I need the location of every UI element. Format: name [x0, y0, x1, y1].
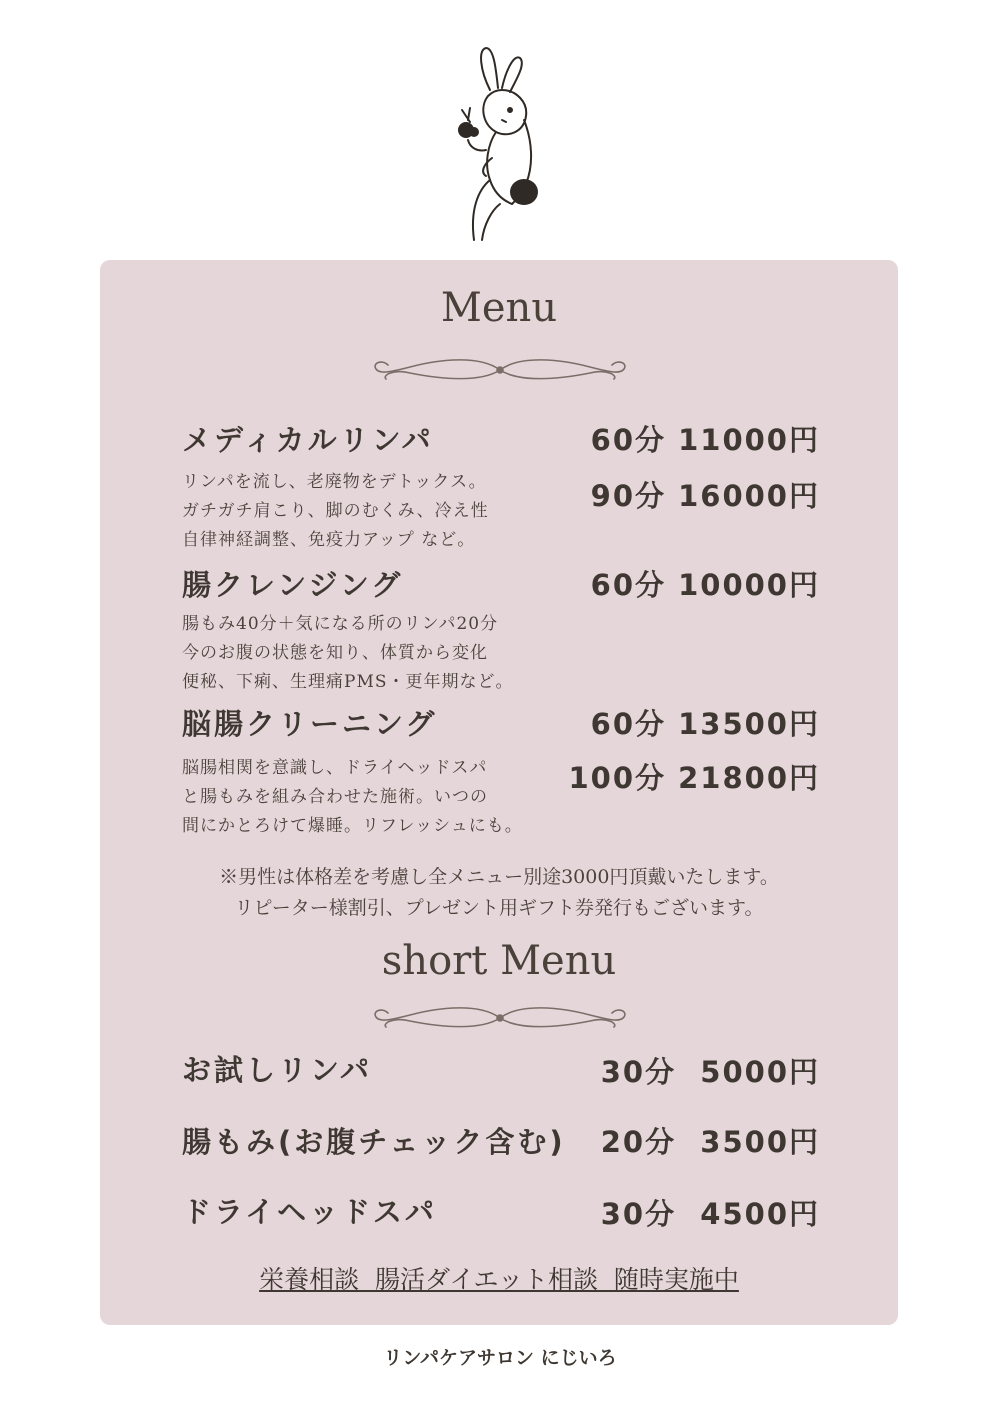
short-menu-item-price: 30分 4500円 — [600, 1197, 820, 1231]
menu-panel — [100, 260, 898, 1325]
description-line: リンパを流し、老廃物をデトックス。 — [182, 472, 487, 492]
description-line: 自律神経調整、免疫力アップ など。 — [182, 530, 476, 550]
menu-item-price: 60分 13500円 — [590, 707, 820, 741]
menu-item-name: 脳腸クリーニング — [182, 707, 438, 741]
short-menu-item-name: ドライヘッドスパ — [182, 1195, 437, 1229]
menu-item-price: 60分 10000円 — [590, 568, 820, 602]
menu-item-name: メディカルリンパ — [182, 423, 434, 457]
menu-item-price: 100分 21800円 — [568, 761, 820, 795]
consultation-notice: 栄養相談 腸活ダイエット相談 随時実施中 — [259, 1265, 739, 1294]
note-line: ※男性は体格差を考慮し全メニュー別途3000円頂戴いたします。 — [219, 866, 779, 888]
menu-title: Menu — [440, 285, 558, 331]
description-line: 間にかとろけて爆睡。リフレッシュにも。 — [182, 816, 523, 836]
description-line: 脳腸相関を意識し、ドライヘッドスパ — [182, 758, 488, 778]
short-menu-item-name: 腸もみ(お腹チェック含む) — [182, 1125, 566, 1159]
notes — [100, 862, 898, 924]
short-menu-item-price: 30分 5000円 — [600, 1055, 820, 1089]
menu-item-name: 腸クレンジング — [182, 568, 404, 602]
short-menu-item-price: 20分 3500円 — [600, 1125, 820, 1159]
menu-item-price: 90分 16000円 — [590, 479, 820, 513]
ornament-divider-icon — [370, 355, 630, 385]
rabbit-illustration-icon — [440, 40, 560, 250]
note-line: リピーター様割引、プレゼント用ギフト券発行もございます。 — [234, 897, 764, 919]
menu-item-price: 60分 11000円 — [590, 423, 820, 457]
menu-item-description — [182, 468, 489, 555]
description-line: ガチガチ肩こり、脚のむくみ、冷え性 — [182, 501, 489, 521]
short-menu-item-name: お試しリンパ — [182, 1053, 372, 1087]
description-line: 腸もみ40分＋気になる所のリンパ20分 — [182, 614, 499, 634]
description-line: 便秘、下痢、生理痛PMS・更年期など。 — [182, 672, 514, 692]
menu-item-description — [182, 754, 523, 841]
description-line: と腸もみを組み合わせた施術。いつの — [182, 787, 488, 807]
ornament-divider-icon — [370, 1003, 630, 1033]
description-line: 今のお腹の状態を知り、体質から変化 — [182, 643, 488, 663]
salon-name: リンパケアサロン にじいろ — [383, 1347, 617, 1369]
short-menu-title: short Menu — [381, 938, 617, 984]
menu-item-description — [182, 610, 514, 697]
